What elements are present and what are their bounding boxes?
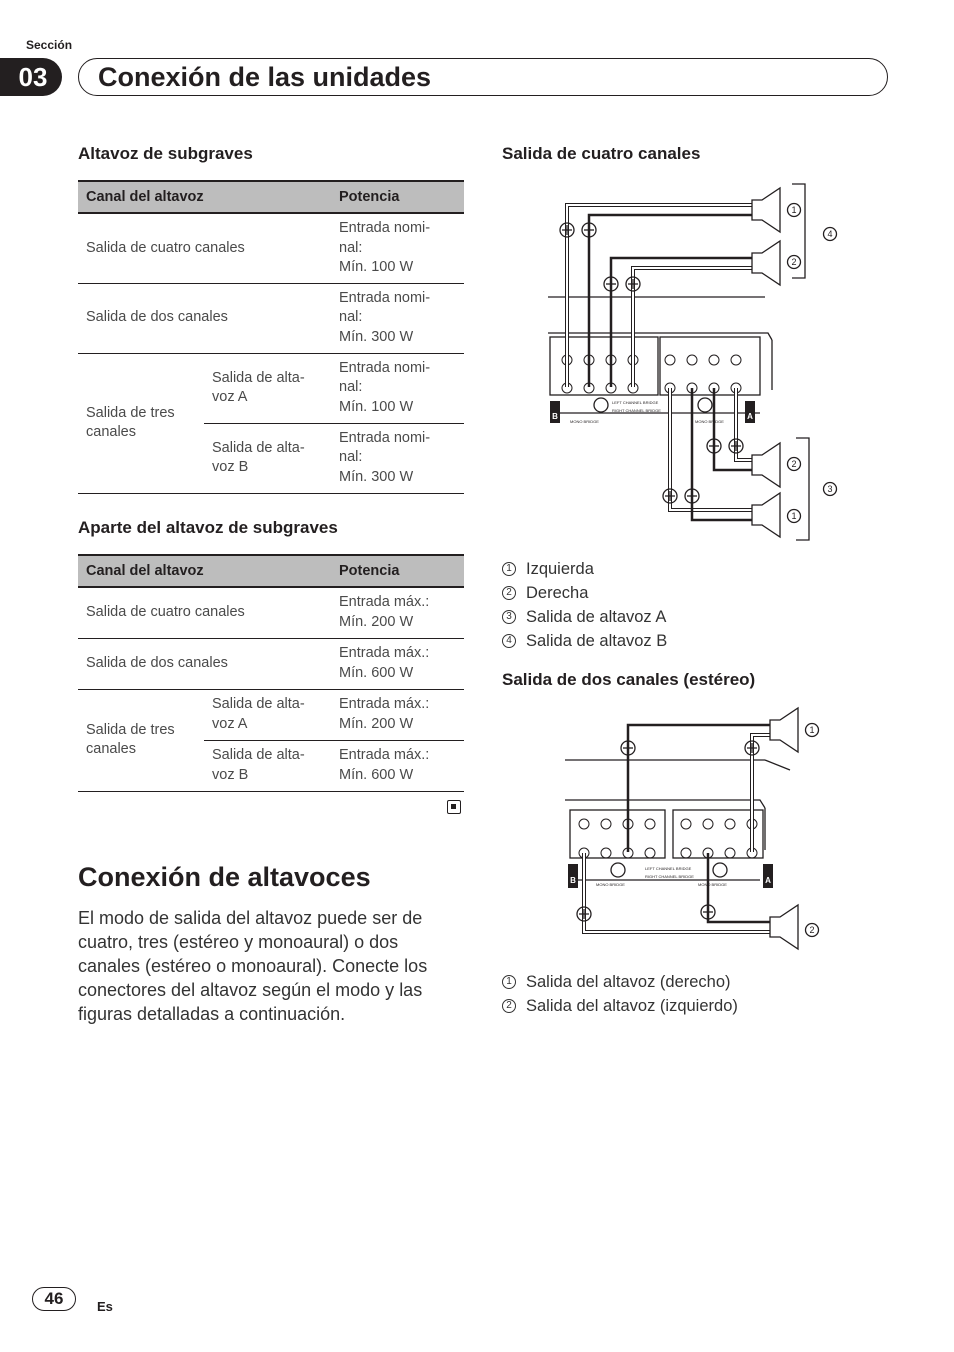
power-line: Mín. 100 W [339, 259, 414, 275]
power-line: Entrada nomi- [339, 429, 431, 446]
legend-number: 1 [502, 562, 516, 576]
table-row [78, 353, 464, 423]
channel-cell: Salida de cuatro canales [78, 213, 331, 283]
ch-b-label: B [552, 412, 558, 421]
left-bridge-label: LEFT CHANNEL BRIDGE [645, 866, 692, 871]
page-number: 46 [32, 1287, 76, 1311]
right-bridge-label: RIGHT CHANNEL BRIDGE [612, 408, 661, 413]
legend-item [502, 629, 667, 653]
diagram-num-label: 2 [791, 459, 797, 469]
power-line: nal: [339, 239, 363, 256]
table-header-row [78, 555, 464, 587]
legend-number: 3 [502, 610, 516, 624]
power-cell [331, 283, 464, 353]
col-header-channel: Canal del altavoz [78, 181, 331, 213]
legend-number: 2 [502, 999, 516, 1013]
legend-item [502, 557, 667, 581]
power-line: Mín. 300 W [339, 468, 414, 485]
legend-text: Salida de altavoz B [526, 632, 668, 650]
legend-text: Salida del altavoz (derecho) [526, 973, 731, 991]
legend-item [502, 581, 667, 605]
power-line: nal: [339, 309, 363, 326]
power-line: Entrada nomi- [339, 289, 431, 306]
legend-number: 2 [502, 586, 516, 600]
power-line: Mín. 200 W [339, 613, 414, 630]
diagram-num-label: 3 [827, 484, 833, 494]
channel-cell: Salida de tres canales [78, 689, 204, 791]
sub-channel-cell: Salida de alta-voz B [204, 740, 331, 791]
power-cell [331, 689, 464, 740]
diagram-num-label: 1 [809, 725, 815, 735]
diagram-num-label: 2 [809, 925, 815, 935]
power-cell [331, 638, 464, 689]
two-channel-heading: Salida de dos canales (estéreo) [502, 670, 756, 689]
power-line: Mín. 300 W [339, 328, 414, 345]
section-number-badge: 03 [0, 58, 62, 96]
two-channel-wiring-diagram [560, 700, 830, 955]
language-code: Es [97, 1299, 113, 1314]
legend-text: Salida de altavoz A [526, 608, 667, 626]
right-bridge-label: RIGHT CHANNEL BRIDGE [645, 874, 694, 879]
subwoofer-heading: Altavoz de subgraves [78, 144, 253, 163]
main-title: Conexión de altavoces [78, 862, 371, 892]
col-header-channel: Canal del altavoz [78, 555, 331, 587]
legend-item [502, 970, 738, 994]
subwoofer-table [78, 180, 464, 494]
two-channel-legend [502, 970, 738, 1018]
four-channel-wiring-diagram [540, 180, 850, 545]
diagram-num-label: 4 [827, 229, 833, 239]
sub-channel-cell: Salida de alta-voz A [204, 353, 331, 423]
col-header-power: Potencia [331, 555, 464, 587]
ch-b-label: B [570, 876, 576, 885]
power-line: Entrada nomi- [339, 359, 431, 376]
end-of-section-icon [447, 800, 461, 814]
power-line: Entrada máx.: [339, 594, 430, 611]
table-row [78, 689, 464, 740]
main-body: El modo de salida del altavoz puede ser de cuatro, tres (estéreo y monoaural) o dos canales (estéreo o monoaural). Conecte los conectores del altavoz según el modo y las figuras detalladas a continuación. [78, 908, 428, 1024]
diagram-num-label: 2 [791, 257, 797, 267]
mono-bridge-label: MONO BRIDGE [695, 419, 724, 424]
power-cell [331, 740, 464, 791]
col-header-power: Potencia [331, 181, 464, 213]
legend-text: Derecha [526, 584, 589, 602]
table-row [78, 587, 464, 638]
section-title: Conexión de las unidades [98, 62, 432, 92]
channel-cell: Salida de tres canales [78, 353, 204, 493]
non-subwoofer-heading: Aparte del altavoz de subgraves [78, 518, 338, 537]
power-line: Mín. 100 W [339, 398, 414, 415]
power-line: Mín. 200 W [339, 715, 414, 732]
legend-text: Salida del altavoz (izquierdo) [526, 997, 738, 1015]
power-line: nal: [339, 449, 363, 466]
legend-text: Izquierda [526, 560, 594, 578]
power-line: Entrada máx.: [339, 747, 430, 763]
sub-channel-cell: Salida de alta-voz A [204, 689, 331, 740]
non-subwoofer-table [78, 554, 464, 792]
power-line: Mín. 600 W [339, 664, 414, 681]
legend-number: 4 [502, 634, 516, 648]
left-bridge-label: LEFT CHANNEL BRIDGE [612, 400, 659, 405]
legend-item [502, 994, 738, 1018]
table-header-row [78, 181, 464, 213]
mono-bridge-label: MONO BRIDGE [570, 419, 599, 424]
power-line: nal: [339, 379, 363, 396]
table-row [78, 213, 464, 283]
mono-bridge-label: MONO BRIDGE [596, 882, 625, 887]
four-channel-heading: Salida de cuatro canales [502, 144, 701, 163]
power-cell [331, 213, 464, 283]
power-cell [331, 587, 464, 638]
power-cell [331, 353, 464, 423]
diagram-num-label: 1 [791, 511, 797, 521]
power-line: Mín. 600 W [339, 766, 414, 783]
channel-cell: Salida de dos canales [78, 283, 331, 353]
sub-channel-cell: Salida de alta-voz B [204, 423, 331, 493]
table-row [78, 638, 464, 689]
ch-a-label: A [747, 412, 753, 421]
legend-number: 1 [502, 975, 516, 989]
power-line: Entrada nomi- [339, 220, 431, 236]
power-cell [331, 423, 464, 493]
ch-a-label: A [765, 876, 771, 885]
diagram-num-label: 1 [791, 205, 797, 215]
power-line: Entrada máx.: [339, 696, 430, 712]
legend-item [502, 605, 667, 629]
table-row [78, 283, 464, 353]
four-channel-legend [502, 557, 667, 653]
mono-bridge-label: MONO BRIDGE [698, 882, 727, 887]
section-label: Sección [26, 38, 73, 52]
channel-cell: Salida de dos canales [78, 638, 331, 689]
channel-cell: Salida de cuatro canales [78, 587, 331, 638]
power-line: Entrada máx.: [339, 645, 430, 661]
